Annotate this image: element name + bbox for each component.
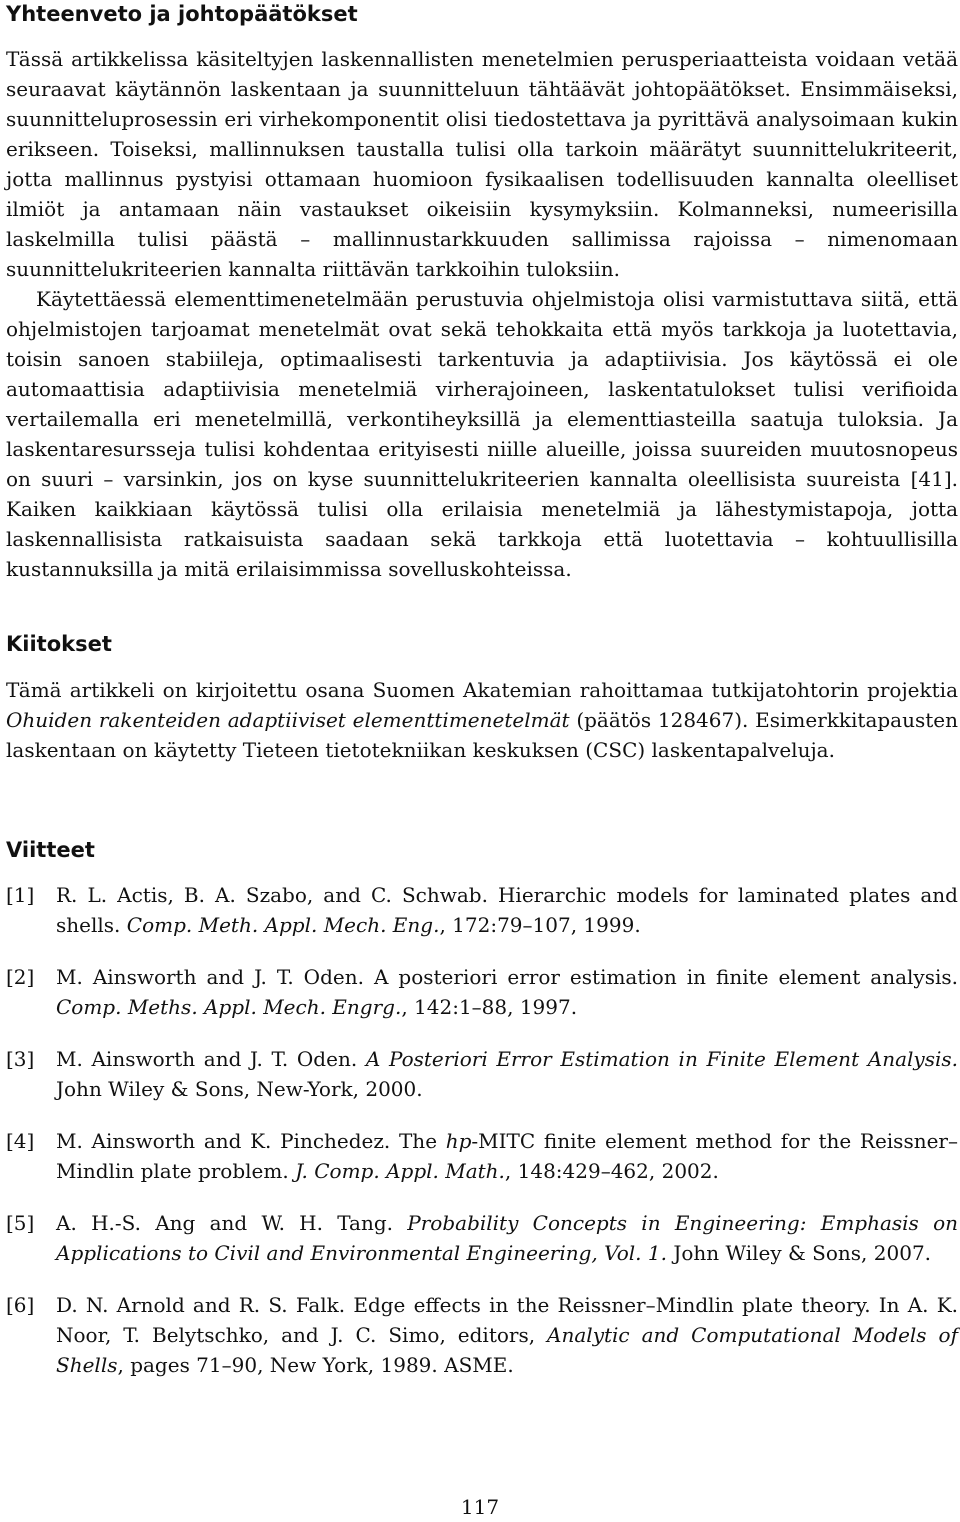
- reference-item: [6, 1044, 958, 1104]
- summary-body: [6, 44, 958, 584]
- reference-text: M. Ainsworth and J. T. Oden. A Posteriori Error Estimation in Finite Element Analysis. John Wiley & Sons, New-York, 2000.: [56, 1047, 958, 1101]
- reference-text: M. Ainsworth and J. T. Oden. A posteriori error estimation in finite element analysis. Comp. Meths. Appl. Mech. Engrg., 142:1–88, 1997.: [56, 965, 958, 1019]
- reference-item: [6, 1208, 958, 1268]
- reference-number: [1]: [6, 883, 35, 907]
- ack-text-before: Tämä artikkeli on kirjoitettu osana Suomen Akatemian rahoittamaa tutkijatohtorin projektia: [6, 678, 958, 702]
- ack-project-title: Ohuiden rakenteiden adaptiiviset elementtimenetelmät: [6, 708, 570, 732]
- section-heading-acknowledgements: Kiitokset: [6, 632, 112, 656]
- reference-number: [3]: [6, 1047, 35, 1071]
- reference-text: R. L. Actis, B. A. Szabo, and C. Schwab. Hierarchic models for laminated plates and shells. Comp. Meth. Appl. Mech. Eng., 172:79–107, 1999.: [56, 883, 958, 937]
- reference-text: A. H.-S. Ang and W. H. Tang. Probability Concepts in Engineering: Emphasis on Applications to Civil and Environmental Engineering, Vol. 1. John Wiley & Sons, 2007.: [56, 1211, 958, 1265]
- summary-paragraph-2: Käytettäessä elementtimenetelmään perustuvia ohjelmistoja olisi varmistuttava siitä, että ohjelmistojen tarjoamat menetelmät ovat sekä tehokkaita että myös tarkkoja ja luotettavia, toisin sanoen stabiileja, optimaalisesti tarkentuvia ja adaptiivisia. Jos käytössä ei ole automaattisia adaptiivisia menetelmiä virherajoineen, laskentatulokset tulisi verifioida vertailemalla eri menetelmillä, verkontiheyksillä ja elementtiasteilla saatuja tuloksia. Ja laskentaresursseja tulisi kohdentaa erityisesti niille alueille, joissa suureiden muutosnopeus on suuri – varsinkin, jos on kyse suunnittelukriteerien kannalta oleellisista suureista [41]. Kaiken kaikkiaan käytössä tulisi olla erilaisia menetelmiä ja lähestymistapoja, jotta laskennallisista ratkaisuista saadaan sekä tarkkoja että luotettavia – kohtuullisilla kustannuksilla ja mitä erilaisimmissa sovelluskohteissa.: [6, 287, 958, 581]
- reference-number: [6]: [6, 1293, 35, 1317]
- section-heading-summary: Yhteenveto ja johtopäätökset: [6, 2, 358, 26]
- ack-text-after: (päätös 128467). Esimerkkitapausten laskentaan on käytetty Tieteen tietotekniikan keskuksen (CSC) laskentapalveluja.: [6, 708, 958, 762]
- reference-number: [5]: [6, 1211, 35, 1235]
- summary-paragraph-1: Tässä artikkelissa käsiteltyjen laskennallisten menetelmien perusperiaatteista voidaan vetää seuraavat käytännön laskentaan ja suunnitteluun tähtäävät johtopäätökset. Ensimmäiseksi, suunnitteluprosessin eri virhekomponentit olisi tiedostettava ja pyrittävä analysoimaan kukin erikseen. Toiseksi, mallinnuksen taustalla tulisi olla tarkoin määrätyt suunnittelukriteerit, jotta mallinnus pystyisi ottamaan huomioon fysikaalisen todellisuuden kannalta oleelliset ilmiöt ja antamaan näin vastaukset oikeisiin kysymyksiin. Kolmanneksi, numeerisilla laskelmilla tulisi päästä – mallinnustarkkuuden sallimissa rajoissa – nimenomaan suunnittelukriteerien kannalta riittävän tarkkoihin tuloksiin.: [6, 47, 958, 281]
- reference-number: [4]: [6, 1129, 35, 1153]
- page-number: 117: [460, 1495, 500, 1519]
- reference-number: [2]: [6, 965, 35, 989]
- reference-list: [6, 880, 958, 1402]
- reference-item: [6, 880, 958, 940]
- reference-item: [6, 1290, 958, 1380]
- acknowledgements-paragraph: [6, 675, 958, 765]
- section-heading-references: Viitteet: [6, 838, 95, 862]
- reference-text: M. Ainsworth and K. Pinchedez. The hp-MITC finite element method for the Reissner–Mindlin plate problem. J. Comp. Appl. Math., 148:429–462, 2002.: [56, 1129, 958, 1183]
- reference-text: D. N. Arnold and R. S. Falk. Edge effects in the Reissner–Mindlin plate theory. In A. K. Noor, T. Belytschko, and J. C. Simo, editors, Analytic and Computational Models of Shells, pages 71–90, New York, 1989. ASME.: [56, 1293, 958, 1377]
- reference-item: [6, 1126, 958, 1186]
- reference-item: [6, 962, 958, 1022]
